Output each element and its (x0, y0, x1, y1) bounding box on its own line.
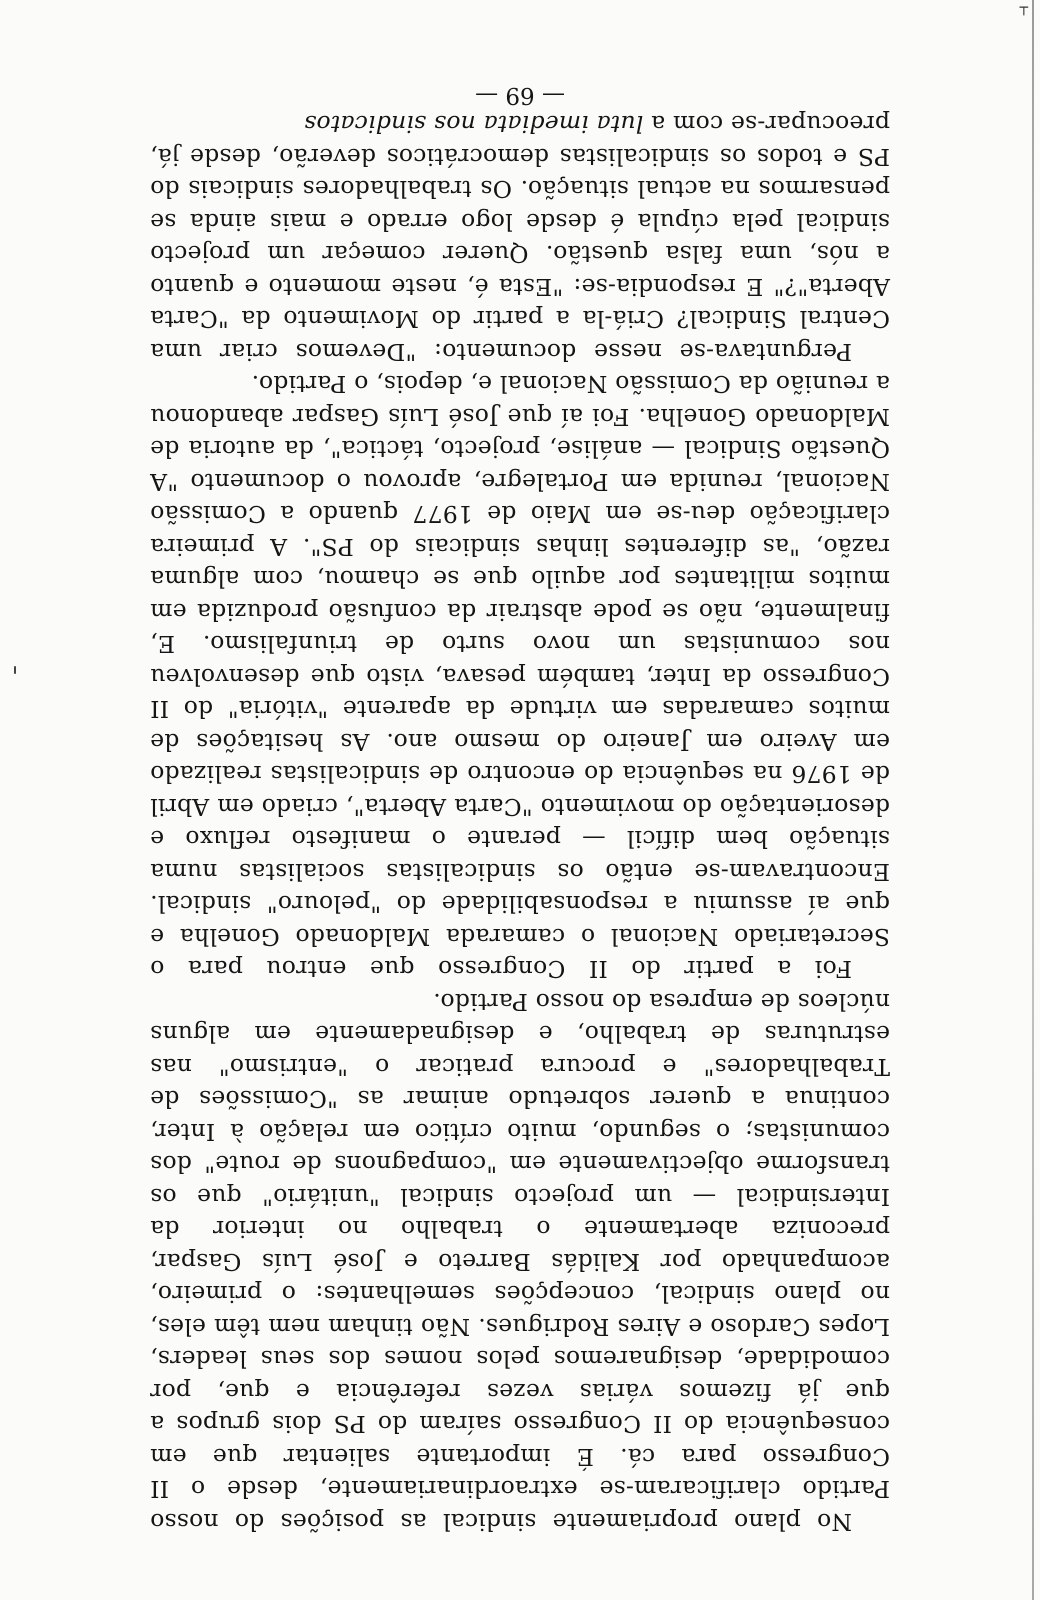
page-edge-line (1032, 0, 1034, 1600)
crop-mark-icon: ┬ (1019, 0, 1028, 16)
paragraph-1: No plano propriamente sindical as posições do nosso Partido clarificaram-se extraordinariamente, desde o II Congresso para cá. É importante salientar que em consequência do II Congresso saíram do PS dois grupos a que já fizemos várias vezes referência e que, por comodidade, designaremos pelos nomes dos seus leaders, Lopes Cardoso e Aires Rodrigues. Não tinham nem têm eles, no plano sindical, concepções semelhantes: o primeiro, acompanhado por Kalidás Barreto e José Luís Gaspar, preconiza abertamente o trabalho no interior da Intersindical — um projecto sindical "unitário" que os transforme objectivamente em "compagnons de route" dos comunistas; o segundo, muito crítico em relação à Inter, continua a querer sobretudo animar as "Comissões de Trabalhadores" e procura praticar o "entrismo" nas estruturas de trabalho, e designadamente em alguns núcleos de empresa do nosso Partido. (150, 988, 890, 1536)
paragraph-3-italic-ending: luta imediata nos sindicatos (304, 110, 644, 139)
scan-speck-icon (14, 666, 16, 674)
body-text (150, 108, 890, 1538)
page-number: — 69 — (475, 82, 565, 108)
paragraph-2: Foi a partir do II Congresso que entrou para o Secretariado Nacional o camarada Maldonado Gonelha e que aí assumiu a responsabilidade do "pelouro" sindical. Encontravam-se então os sindicalistas socialistas numa situação bem difícil — perante o manifesto refluxo e desorientação do movimento "Carta Aberta", criado em Abril de 1976 na sequência do encontro de sindicalistas realizado em Aveiro em Janeiro do mesmo ano. As hesitações de muitos camaradas em virtude da aparente "vitória" do II Congresso da Inter, também pesava, visto que desenvolveu nos comunistas um novo surto de triunfalismo. E, finalmente, não se pode abstrair da confusão produzida em muitos militantes por aquilo que se chamou, com alguma razão, "as diferentes linhas sindicais do PS". A primeira clarificação deu-se em Maio de 1977 quando a Comissão Nacional, reunida em Portalegre, aprovou o documento "A Questão Sindical — análise, projecto, táctica", da autoria de Maldonado Gonelha. Foi aí que José Luís Gaspar abandonou a reunião da Comissão Nacional e, depois, o Partido. (150, 370, 890, 984)
paragraph-3-text: Perguntava-se nesse documento: "Devemos criar uma Central Sindical? Criá-la a partir do Movimento da "Carta Aberta"?" E respondia-se: "Esta é, neste momento e quanto a nós, uma falsa questão. Querer começar um projecto sindical pela cúpula é desde logo errado e mais ainda se pensarmos na actual situação. Os trabalhadores sindicais do PS e todos os sindicalistas democráticos deverão, desde já, preocupar-se com a (150, 110, 890, 366)
paragraph-3 (150, 108, 890, 368)
